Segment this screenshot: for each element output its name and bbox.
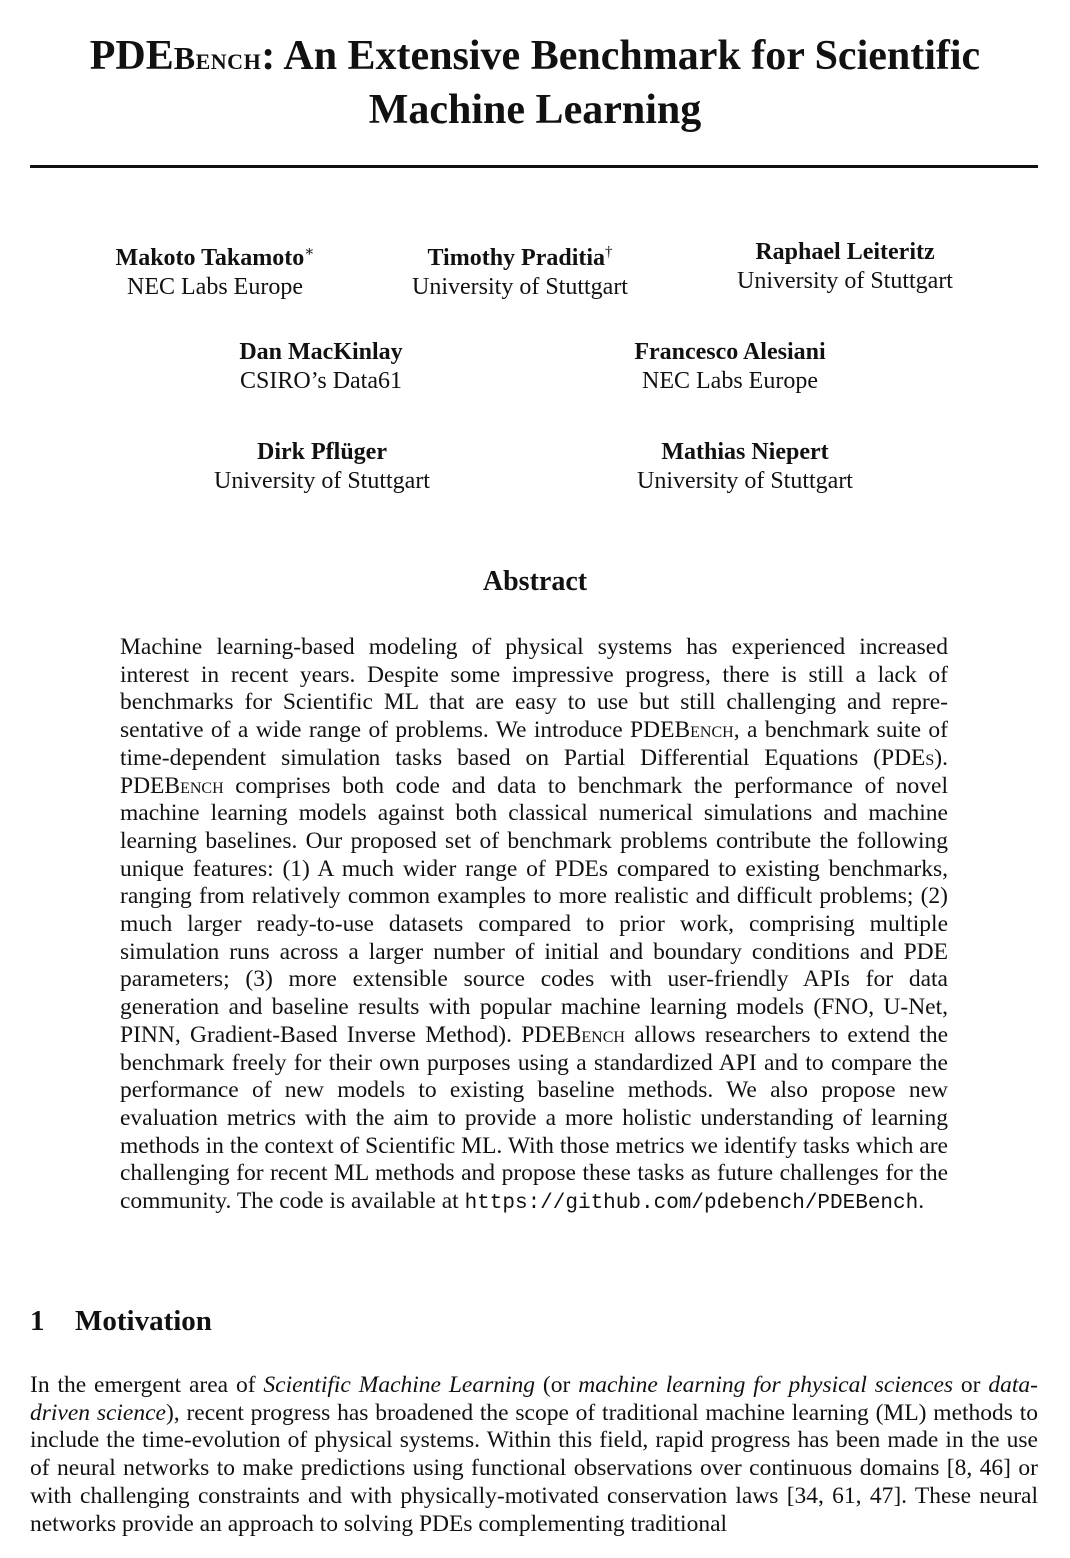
- author-6: [197, 438, 447, 496]
- author-name-text: Timothy Praditia: [427, 245, 606, 271]
- author-name: Dan MacKinlay: [239, 339, 403, 365]
- abstract-smallcaps-4: Bench: [565, 1021, 625, 1048]
- abstract-text-3: ). PDE: [120, 744, 948, 799]
- abstract-text-1: Machine learning-based modeling of physical systems has experienced increased interest in recent years. Despite some impressive progress, there is still a lack of benchmarks for Scientific ML that are easy to use but still challenging and representative of a wide range of problems. We introduce PDE: [120, 634, 948, 744]
- title-part2-smallcaps: Bench: [173, 40, 262, 76]
- author-affiliation: University of Stuttgart: [637, 468, 853, 494]
- abstract-text-end: .: [918, 1188, 925, 1215]
- author-affiliation: CSIRO’s Data61: [240, 368, 402, 394]
- abstract-smallcaps-3: Bench: [164, 772, 224, 799]
- section-body: [30, 1372, 1038, 1538]
- author-name: [395, 238, 645, 273]
- section-heading: [30, 1305, 212, 1338]
- author-name: Francesco Alesiani: [634, 339, 826, 365]
- body-text-2: (or: [535, 1372, 579, 1398]
- body-italic-1: Scientific Machine Learning: [263, 1372, 536, 1398]
- abstract-heading: Abstract: [482, 566, 588, 597]
- abstract-body: [120, 634, 948, 1218]
- abstract-smallcaps-2: s: [925, 744, 935, 771]
- author-affiliation: University of Stuttgart: [214, 468, 430, 494]
- abstract-text-5: allows researchers to extend the benchmark freely for their own purposes using a standardized API and to compare the performance of new models to existing baseline methods. We also propose new evaluation metrics with the aim to provide a more holistic understanding of learning methods in the context of Scientific ML. With those metrics we identify tasks which are challenging for recent ML methods and propose these tasks as future challenges for the community. The code is available at: [120, 1021, 948, 1215]
- author-affiliation: University of Stuttgart: [412, 274, 628, 300]
- author-4: [196, 338, 446, 396]
- body-text-1: In the emergent area of: [30, 1372, 264, 1398]
- abstract-text-2: , a benchmark suite of time-dependent simulation tasks based on Partial Differential Equations (PDE: [120, 717, 948, 771]
- title-part1: PDE: [89, 33, 174, 79]
- section-title: Motivation: [75, 1305, 212, 1337]
- author-3: [720, 238, 970, 296]
- author-mark: †: [605, 244, 613, 260]
- author-mark: ∗: [304, 244, 315, 260]
- author-affiliation: NEC Labs Europe: [642, 368, 818, 394]
- author-name: [95, 238, 335, 273]
- author-1: [95, 238, 335, 302]
- body-italic-2: machine learning for physical sciences: [578, 1372, 954, 1398]
- author-name: Raphael Leiteritz: [755, 239, 935, 265]
- author-affiliation: University of Stuttgart: [737, 268, 953, 294]
- title-rest: : An Extensive Benchmark for Scientific: [261, 33, 981, 79]
- author-name: Dirk Pflüger: [257, 439, 387, 465]
- author-2: [395, 238, 645, 302]
- body-italic-3: data-driven science: [30, 1372, 1039, 1426]
- author-5: [605, 338, 855, 396]
- author-name-text: Makoto Takamoto: [115, 245, 305, 271]
- abstract-smallcaps-1: Bench: [674, 717, 734, 744]
- body-text-4: ), recent progress has broadened the scope of traditional machine learning (ML) methods to include the time-evolution of physical systems. Within this field, rapid progress has been made in the use of neural networks to make predictions using functional observations over continuous domains [8, 46] or with challenging constraints and with physically-motivated conservation laws [34, 61, 47]. These neural networks provide an approach to solving PDEs complementing traditional: [30, 1399, 1038, 1537]
- title-line2: Machine Learning: [368, 87, 702, 133]
- paper-title: [20, 30, 1050, 136]
- title-rule: [30, 165, 1038, 168]
- abstract-text-4: comprises both code and data to benchmark the performance of novel machine learning models against both classical numerical simulations and machine learning baselines. Our proposed set of benchmark problems contribute the following unique features: (1) A much wider range of PDEs compared to existing benchmarks, ranging from relatively common examples to more realistic and difficult problems; (2) much larger ready-to-use datasets compared to prior work, comprising multiple simulation runs across a larger number of initial and boundary conditions and PDE parameters; (3) more extensible source codes with user-friendly APIs for data generation and baseline results with popular machine learning models (FNO, U-Net, PINN, Gradient-Based Inverse Method). PDE: [120, 772, 948, 1048]
- code-url-link[interactable]: https://github.com/pdebench/PDEBench: [464, 1192, 919, 1216]
- author-affiliation: NEC Labs Europe: [127, 274, 303, 300]
- section-number: 1: [30, 1305, 45, 1337]
- author-name: Mathias Niepert: [661, 439, 829, 465]
- body-text-3: or: [953, 1372, 989, 1398]
- author-7: [620, 438, 870, 496]
